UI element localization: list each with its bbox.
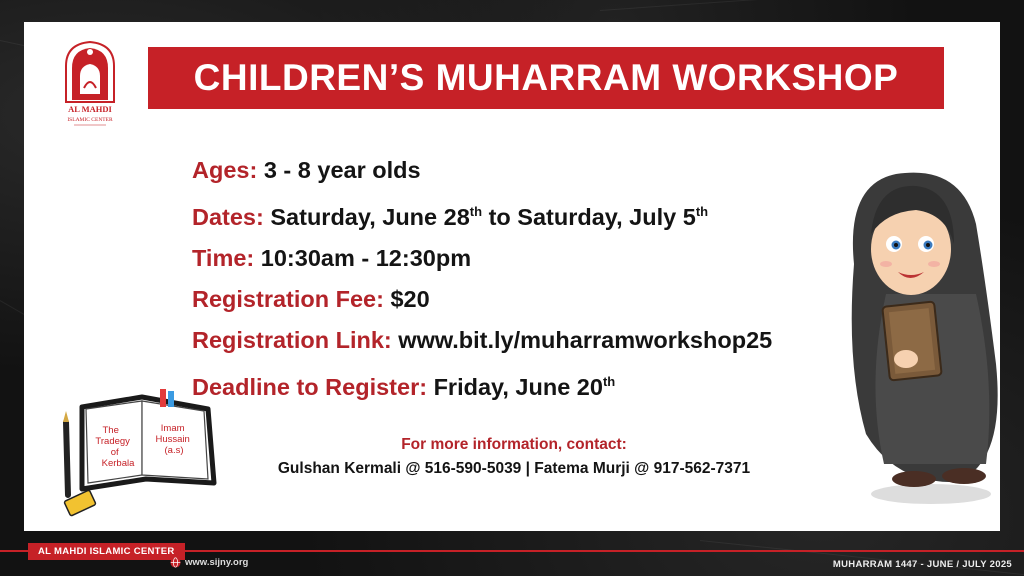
book-right-text: Hussain xyxy=(155,434,190,445)
detail-fee xyxy=(192,279,772,320)
al-mahdi-logo xyxy=(62,40,118,132)
logo-name: AL MAHDI xyxy=(68,104,112,114)
contact-details: Gulshan Kermali @ 516-590-5039 | Fatema Murji @ 917-562-7371 xyxy=(277,460,751,477)
contact-heading: For more information, contact: xyxy=(401,436,627,453)
detail-label: Ages: xyxy=(192,157,258,183)
contact-info xyxy=(214,436,814,478)
website-url[interactable]: www.sijny.org xyxy=(185,557,249,568)
book-right-text: (a.s) xyxy=(164,445,184,456)
ordinal-suffix: th xyxy=(469,204,483,219)
ordinal-suffix: th xyxy=(695,204,709,219)
girl-illustration xyxy=(836,164,1006,522)
detail-time xyxy=(192,238,772,279)
title-banner xyxy=(148,47,944,109)
page-title: CHILDREN’S MUHARRAM WORKSHOP xyxy=(193,57,899,98)
poster-card xyxy=(24,22,1000,531)
detail-dates xyxy=(192,191,772,238)
detail-ages xyxy=(192,150,772,191)
detail-value: Friday, June 20 xyxy=(433,373,603,400)
ordinal-suffix: th xyxy=(602,373,616,389)
globe-icon xyxy=(170,557,181,568)
logo-subtitle: ISLAMIC CENTER xyxy=(67,117,113,123)
detail-value-cont: to Saturday, July 5 xyxy=(482,203,696,230)
book-right-text: Imam xyxy=(160,423,185,434)
detail-value: 10:30am - 12:30pm xyxy=(260,244,472,271)
workshop-details xyxy=(192,150,772,408)
book-left-text: Kerbala xyxy=(101,458,135,469)
detail-label: Deadline to Register: xyxy=(192,373,428,400)
detail-deadline xyxy=(192,361,772,408)
detail-label: Registration Link: xyxy=(192,326,392,353)
detail-value: Saturday, June 28 xyxy=(270,203,470,230)
footer-website[interactable] xyxy=(170,557,248,568)
book-left-text: of xyxy=(110,447,119,458)
footer-org-label: AL MAHDI ISLAMIC CENTER xyxy=(28,543,185,560)
detail-registration-link xyxy=(192,320,772,361)
detail-label: Time: xyxy=(192,244,255,271)
footer-date-label: MUHARRAM 1447 - JUNE / JULY 2025 xyxy=(832,559,1012,570)
book-left-text: The xyxy=(102,425,119,436)
detail-label: Registration Fee: xyxy=(192,285,384,312)
registration-link[interactable]: www.bit.ly/muharramworkshop25 xyxy=(398,326,773,353)
detail-value: 3 - 8 year olds xyxy=(263,157,421,183)
detail-label: Dates: xyxy=(192,203,264,230)
detail-value: $20 xyxy=(390,285,430,312)
book-left-text: Tradegy xyxy=(95,436,130,447)
book-illustration xyxy=(42,367,232,527)
